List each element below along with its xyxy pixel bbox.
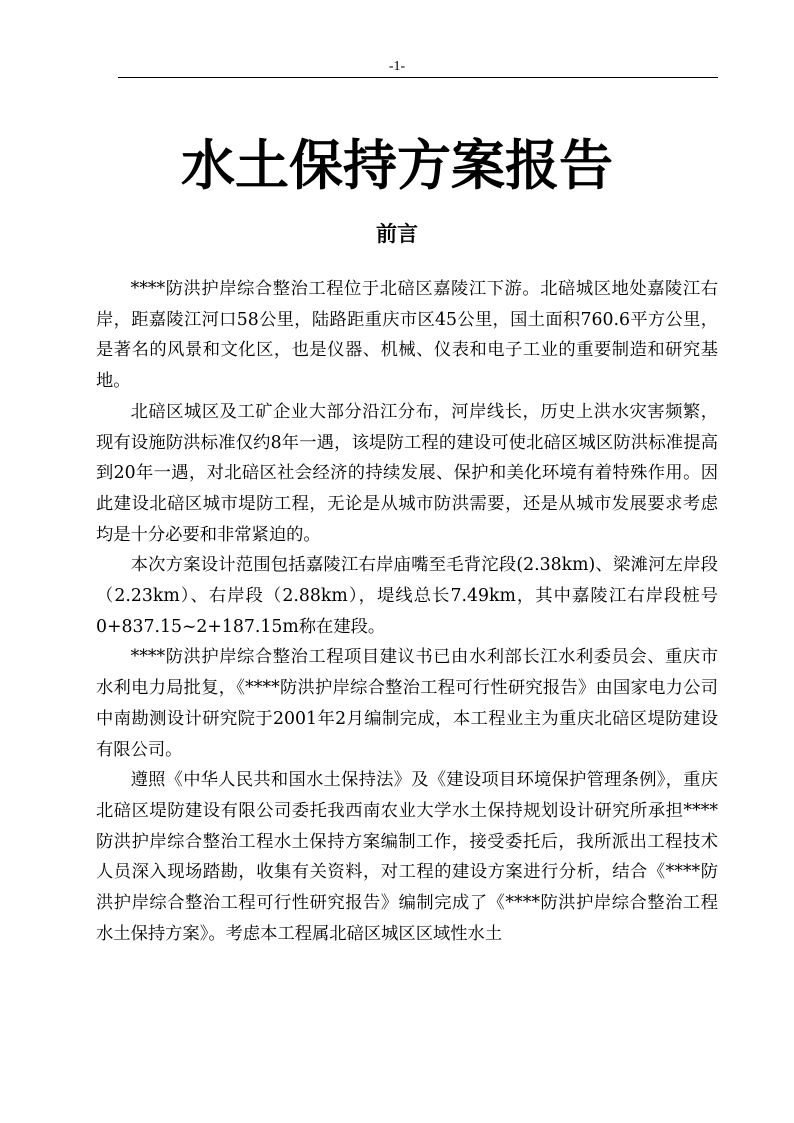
- paragraph: ****防洪护岸综合整治工程位于北碚区嘉陵江下游。北碚城区地处嘉陵江右岸，距嘉陵江河口58公里，陆路距重庆市区45公里，国土面积760.6平方公里，是著名的风景和文化区，也是仪器、机械、仪表和电子工业的重要制造和研究基地。: [96, 279, 718, 392]
- header-rule: [118, 77, 718, 78]
- paragraph: 遵照《中华人民共和国水土保持法》及《建设项目环境保护管理条例》，重庆北碚区堤防建设有限公司委托我西南农业大学水土保持规划设计研究所承担****防洪护岸综合整治工程水土保持方案编制工作，接受委托后，我所派出工程技术人员深入现场踏勘，收集有关资料，对工程的建设方案进行分析，结合《****防洪护岸综合整治工程可行性研究报告》编制完成了《****防洪护岸综合整治工程水土保持方案》。考虑本工程属北碚区城区区域性水土: [96, 770, 718, 944]
- paragraph: 北碚区城区及工矿企业大部分沿江分布，河岸线长，历史上洪水灾害频繁，现有设施防洪标准仅约8年一遇，该堤防工程的建设可使北碚区城区防洪标准提高到20年一遇，对北碚区社会经济的持续发展、保护和美化环境有着特殊作用。因此建设北碚区城市堤防工程，无论是从城市防洪需要，还是从城市发展要求考虑均是十分必要和非常紧迫的。: [96, 401, 718, 545]
- paragraph: ****防洪护岸综合整治工程项目建议书已由水利部长江水利委员会、重庆市水利电力局批复，《****防洪护岸综合整治工程可行性研究报告》由国家电力公司中南勘测设计研究院于2001年2月编制完成，本工程业主为重庆北碚区堤防建设有限公司。: [96, 647, 718, 760]
- body-text: [96, 274, 718, 949]
- paragraph: 本次方案设计范围包括嘉陵江右岸庙嘴至毛背沱段(2.38km)、梁滩河左岸段（2.23km）、右岸段（2.88km），堤线总长7.49km，其中嘉陵江右岸段桩号0+837.15~2+187.15m称在建段。: [96, 555, 718, 637]
- section-title: 前言: [376, 222, 418, 246]
- page-number: -1-: [388, 59, 406, 74]
- document-title: 水土保持方案报告: [181, 134, 613, 197]
